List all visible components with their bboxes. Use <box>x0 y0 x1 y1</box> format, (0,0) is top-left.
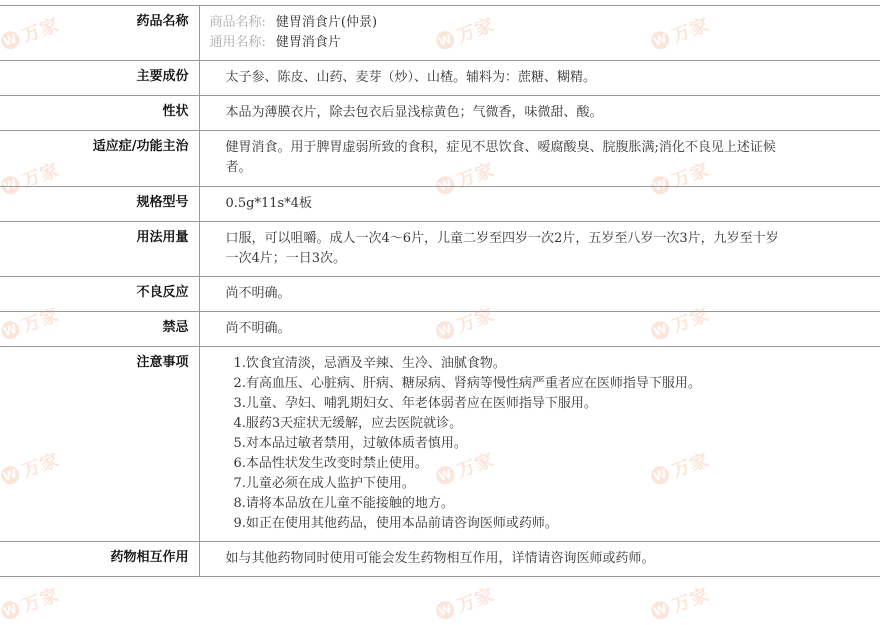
watermark-text: 万家 <box>669 159 713 193</box>
watermark-icon: W <box>649 319 672 342</box>
watermark-icon: W <box>0 29 22 52</box>
list-item: 1.饮食宜清淡，忌酒及辛辣、生冷、油腻食物。 <box>233 356 506 371</box>
value-interactions: 如与其他药物同时使用可能会发生药物相互作用，详情请咨询医师或药师。 <box>199 542 880 577</box>
label-appearance: 性状 <box>0 96 199 131</box>
row-interactions <box>0 542 880 577</box>
label-spec: 规格型号 <box>0 187 199 222</box>
watermark-text: 万家 <box>19 449 63 483</box>
row-precautions <box>0 347 880 542</box>
watermark-logo <box>0 581 63 625</box>
watermark-text: 万家 <box>19 159 63 193</box>
product-name-value: 健胃消食片(仲景) <box>275 15 378 30</box>
row-appearance <box>0 96 880 131</box>
product-name-line <box>210 13 781 33</box>
value-spec: 0.5g*11s*4板 <box>199 187 880 222</box>
product-name-key: 商品名称: <box>209 15 266 30</box>
list-item: 4.服药3天症状无缓解，应去医院就诊。 <box>233 416 463 431</box>
watermark-icon: W <box>0 174 22 197</box>
drug-spec-table <box>0 5 880 577</box>
label-usage: 用法用量 <box>0 222 199 277</box>
watermark-text: 万家 <box>454 159 498 193</box>
watermark-icon: W <box>434 319 457 342</box>
watermark-icon: W <box>649 29 672 52</box>
watermark-icon: W <box>434 599 457 622</box>
list-item: 8.请将本品放在儿童不能接触的地方。 <box>233 496 454 511</box>
label-indications: 适应症/功能主治 <box>0 131 199 187</box>
list-item: 7.儿童必须在成人监护下使用。 <box>233 476 415 491</box>
label-drug-name: 药品名称 <box>0 6 199 61</box>
watermark-text: 万家 <box>454 14 498 48</box>
list-item: 3.儿童、孕妇、哺乳期妇女、年老体弱者应在医师指导下服用。 <box>233 396 597 411</box>
value-adverse: 尚不明确。 <box>199 277 880 312</box>
list-item: 6.本品性状发生改变时禁止使用。 <box>233 456 428 471</box>
list-item: 9.如正在使用其他药品，使用本品前请咨询医师或药师。 <box>233 516 558 531</box>
generic-name-line <box>210 33 781 53</box>
value-precautions <box>199 347 880 542</box>
label-ingredients: 主要成份 <box>0 61 199 96</box>
watermark-icon: W <box>434 174 457 197</box>
watermark-icon: W <box>649 174 672 197</box>
watermark-text: 万家 <box>454 449 498 483</box>
generic-name-value: 健胃消食片 <box>275 35 341 50</box>
watermark-icon: W <box>649 599 672 622</box>
label-contraindications: 禁忌 <box>0 312 199 347</box>
watermark-text: 万家 <box>669 304 713 338</box>
row-contraindications <box>0 312 880 347</box>
row-adverse <box>0 277 880 312</box>
watermark-icon: W <box>434 29 457 52</box>
watermark-logo <box>647 581 712 625</box>
row-ingredients <box>0 61 880 96</box>
watermark-logo <box>432 581 497 625</box>
value-indications: 健胃消食。用于脾胃虚弱所致的食积，症见不思饮食、嗳腐酸臭、脘腹胀满;消化不良见上述证候者。 <box>199 131 880 187</box>
watermark-text: 万家 <box>454 584 498 618</box>
value-appearance: 本品为薄膜衣片，除去包衣后显浅棕黄色；气微香，味微甜、酸。 <box>199 96 880 131</box>
label-interactions: 药物相互作用 <box>0 542 199 577</box>
watermark-icon: W <box>649 464 672 487</box>
watermark-icon: W <box>434 464 457 487</box>
row-spec <box>0 187 880 222</box>
watermark-icon: W <box>0 464 22 487</box>
row-drug-name <box>0 6 880 61</box>
watermark-text: 万家 <box>669 449 713 483</box>
value-drug-name <box>199 6 880 61</box>
watermark-text: 万家 <box>669 14 713 48</box>
row-usage <box>0 222 880 277</box>
watermark-text: 万家 <box>669 584 713 618</box>
label-adverse: 不良反应 <box>0 277 199 312</box>
watermark-icon: W <box>0 599 22 622</box>
value-usage: 口服，可以咀嚼。成人一次4～6片，儿童二岁至四岁一次2片，五岁至八岁一次3片，九岁至十岁一次4片；一日3次。 <box>199 222 880 277</box>
value-ingredients: 太子参、陈皮、山药、麦芽（炒）、山楂。辅料为：蔗糖、糊精。 <box>199 61 880 96</box>
watermark-text: 万家 <box>19 14 63 48</box>
generic-name-key: 通用名称: <box>209 35 266 50</box>
list-item: 2.有高血压、心脏病、肝病、糖尿病、肾病等慢性病严重者应在医师指导下服用。 <box>233 376 701 391</box>
watermark-text: 万家 <box>454 304 498 338</box>
row-indications <box>0 131 880 187</box>
value-contraindications: 尚不明确。 <box>199 312 880 347</box>
label-precautions: 注意事项 <box>0 347 199 542</box>
watermark-icon: W <box>0 319 22 342</box>
watermark-text: 万家 <box>19 304 63 338</box>
watermark-text: 万家 <box>19 584 63 618</box>
precautions-list <box>226 354 781 534</box>
list-item: 5.对本品过敏者禁用，过敏体质者慎用。 <box>233 436 467 451</box>
